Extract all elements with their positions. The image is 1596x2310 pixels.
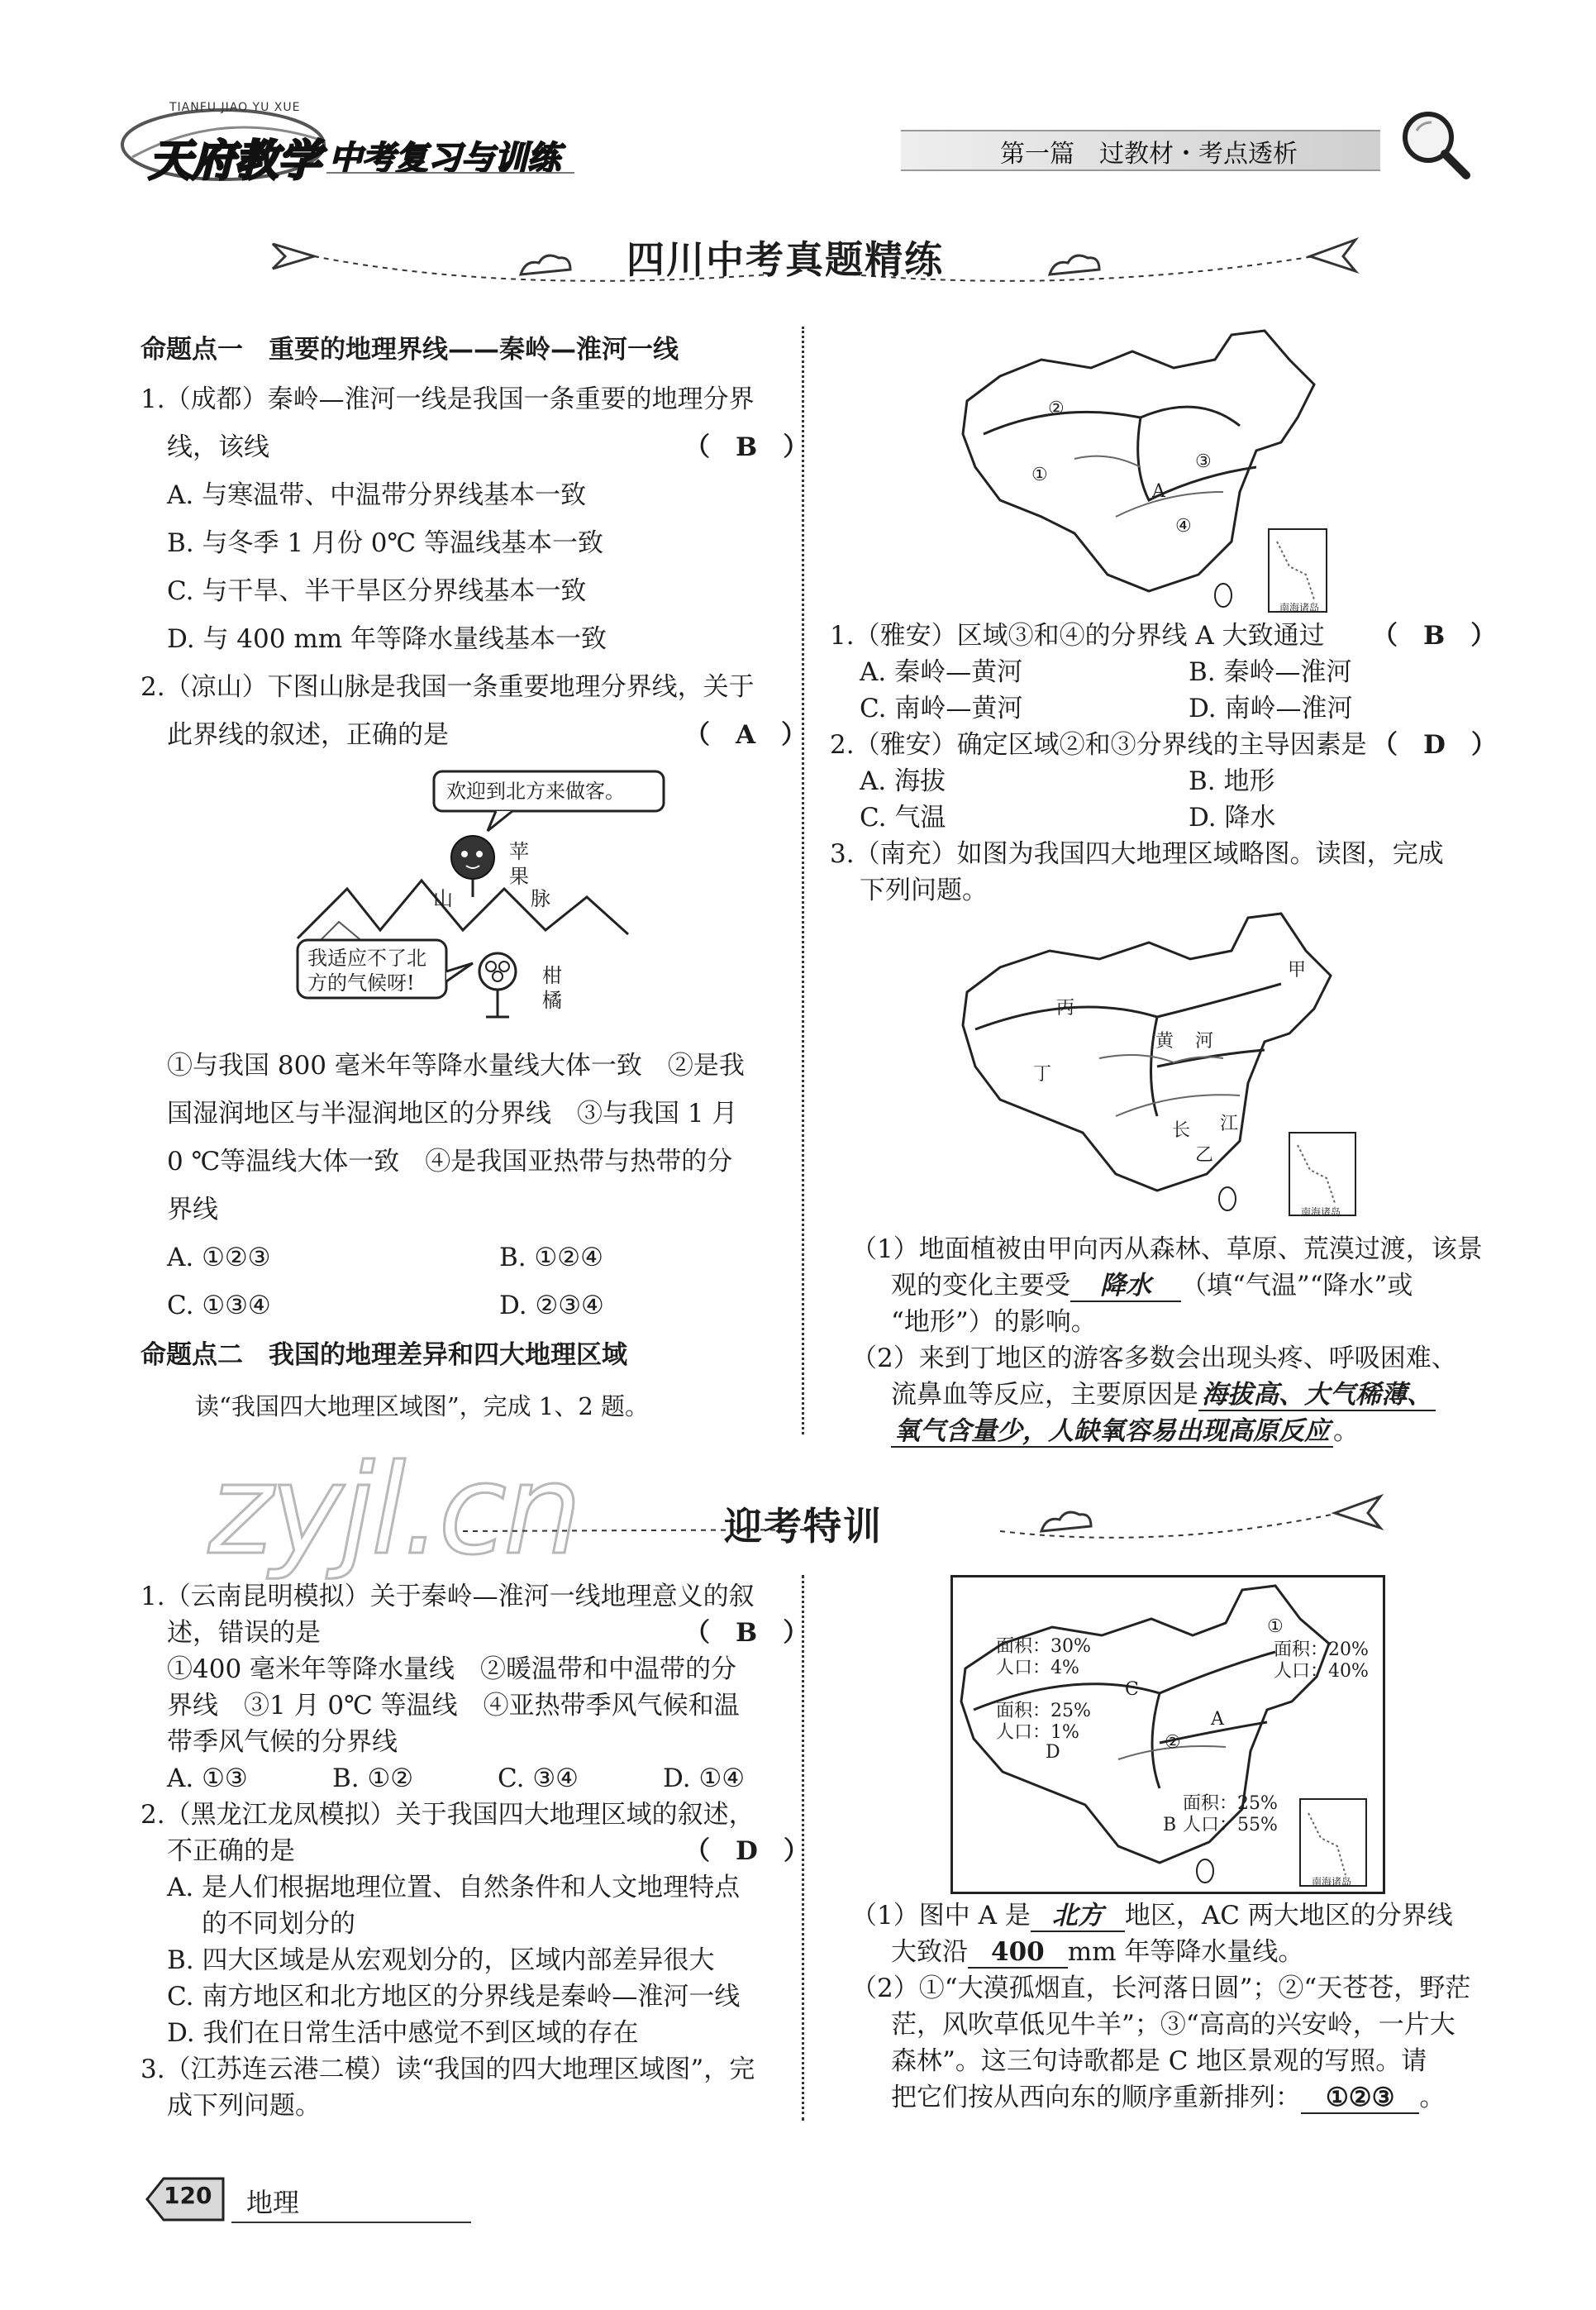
map1-label-4: ④ (1175, 516, 1192, 537)
rq3-p2-line3 (891, 1414, 1359, 1449)
rq3-p1-text-a: 观的变化主要受 (891, 1271, 1070, 1301)
q2-option-c: C. ①③④ (167, 1291, 271, 1320)
topic1-heading: 命题点一 重要的地理界线——秦岭—淮河一线 (141, 335, 679, 365)
map2-label-ding: 丁 (1033, 1064, 1052, 1085)
mountain-label-1: 山 (433, 887, 453, 910)
q1-option-c: C. 与干旱、半干旱区分界线基本一致 (167, 576, 587, 606)
rq1-stem: 1.（雅安）区域③和④的分界线 A 大致通过 (830, 621, 1325, 651)
cartoon-top-speech: 欢迎到北方来做客。 (446, 780, 625, 803)
series-title: 中考复习与训练 (329, 140, 560, 178)
s2-p2-end: 。 (1419, 2083, 1446, 2112)
logo-pinyin: TIANFU JIAO YU XUE (169, 101, 301, 114)
s2-q1-body-line2: 界线 ③1 月 0℃ 等温线 ④亚热带季风气候和温 (167, 1691, 740, 1721)
map3-label-1: ① (1267, 1616, 1284, 1637)
s2-q1-answer: （ B ） (684, 1618, 809, 1648)
map2-label-chang: 长 (1172, 1120, 1191, 1141)
s2-p2-text: 把它们按从西向东的顺序重新排列： (891, 2083, 1301, 2112)
section2-title: 迎考特训 (724, 1504, 883, 1549)
page-header (0, 0, 1596, 198)
map2-inset-caption: 南海诸岛 (1301, 1206, 1341, 1218)
rq2-stem: 2.（雅安）确定区域②和③分界线的主导因素是 (830, 730, 1367, 760)
s2-q3-stem-line2: 成下列问题。 (167, 2091, 321, 2121)
map3-d-pop: 人口：1% (996, 1722, 1079, 1743)
magnifier-icon (1397, 106, 1473, 182)
q2-body-line4: 界线 (167, 1195, 218, 1224)
map2-label-jia: 甲 (1288, 960, 1307, 981)
column-divider-bottom (802, 1575, 804, 2121)
q1-option-a: A. 与寒温带、中温带分界线基本一致 (167, 480, 587, 510)
s2-p1-text-a: （1）图中 A 是 (851, 1901, 1031, 1931)
section2-title-decoration (463, 1480, 1389, 1554)
rq2-option-c: C. 气温 (860, 803, 946, 833)
rq3-p1-answer: 降水 (1070, 1271, 1181, 1302)
map3-label-c: C (1125, 1679, 1139, 1700)
rq3-p1-line2 (891, 1268, 1413, 1303)
s2-p1-text-c: 大致沿 (891, 1937, 968, 1967)
s2-q1-stem-line1: 1.（云南昆明模拟）关于秦岭—淮河一线地理意义的叙 (141, 1582, 755, 1611)
q2-body-line2: 国湿润地区与半湿润地区的分界线 ③与我国 1 月 (167, 1099, 738, 1129)
rq1-option-c: C. 南岭—黄河 (860, 694, 1023, 723)
map3-b-pop: 人口：55% (1183, 1815, 1278, 1835)
mountain-label-2: 脉 (531, 887, 550, 910)
map3-c-area: 面积：30% (996, 1636, 1091, 1657)
q2-answer: （ A ） (684, 720, 808, 750)
cartoon-bottom-speech-line1: 我适应不了北 (307, 947, 426, 970)
s2-q1-body-line3: 带季风气候的分界线 (167, 1727, 398, 1757)
map3-label-b: B (1163, 1815, 1177, 1835)
s2-q2-stem-line2: 不正确的是 (167, 1836, 295, 1866)
rq3-p1-line3: “地形”）的影响。 (891, 1307, 1097, 1337)
s2-q2-stem-line1: 2.（黑龙江龙凤模拟）关于我国四大地理区域的叙述， (141, 1800, 755, 1830)
s2-p1-line1 (851, 1898, 1453, 1933)
s2-q1-body-line1: ①400 毫米年等降水量线 ②暖温带和中温带的分 (167, 1654, 737, 1684)
rq2-option-d: D. 降水 (1189, 803, 1276, 833)
rq3-p2-line2 (891, 1377, 1436, 1412)
q2-option-a: A. ①②③ (167, 1243, 271, 1272)
map3-c-pop: 人口：4% (996, 1658, 1079, 1678)
map2-label-yi: 乙 (1195, 1145, 1214, 1166)
rq3-p2-answer-line1: 海拔高、大气稀薄、 (1198, 1380, 1436, 1411)
section1-title: 四川中考真题精练 (626, 237, 944, 282)
rq1-option-b: B. 秦岭—淮河 (1189, 657, 1352, 687)
q2-body-line3: 0 ℃等温线大体一致 ④是我国亚热带与热带的分 (167, 1147, 733, 1176)
s2-q3-stem-line1: 3.（江苏连云港二模）读“我国的四大地理区域图”，完 (141, 2055, 755, 2084)
q2-option-b: B. ①②④ (499, 1243, 603, 1272)
s2-q2-option-a-line1: A. 是人们根据地理位置、自然条件和人文地理特点 (167, 1873, 741, 1902)
map1-label-1: ① (1031, 465, 1048, 485)
rq2-option-a: A. 海拔 (860, 766, 946, 796)
s2-q2-option-c: C. 南方地区和北方地区的分界线是秦岭—淮河一线 (167, 1982, 741, 2012)
q1-option-b: B. 与冬季 1 月份 0℃ 等温线基本一致 (167, 528, 604, 558)
map1-label-a: A (1152, 481, 1165, 502)
s2-p2-line1: （2）①“大漠孤烟直，长河落日圆”；②“天苍苍，野茫 (851, 1974, 1471, 2003)
logo-text: 天府教学 (149, 136, 322, 186)
rq1-option-a: A. 秦岭—黄河 (860, 657, 1023, 687)
q1-option-d: D. 与 400 mm 年等降水量线基本一致 (167, 624, 607, 654)
apple-label: 苹果 (509, 840, 529, 888)
rq3-stem-line1: 3.（南充）如图为我国四大地理区域略图。读图，完成 (830, 839, 1444, 869)
s2-p2-line2: 茫，风吹草低见牛羊”；③“高高的兴安岭，一片大 (891, 2010, 1455, 2040)
map2-label-huang: 黄 (1155, 1031, 1174, 1052)
rq3-stem-line2: 下列问题。 (860, 876, 988, 905)
map1-label-3: ③ (1195, 451, 1212, 472)
map-four-regions-3 (950, 1575, 1385, 1894)
s2-p1-text-b: 地区，AC 两大地区的分界线 (1124, 1901, 1453, 1931)
map2-label-he: 河 (1195, 1031, 1214, 1052)
page-number: 120 (164, 2182, 212, 2209)
watermark-text: zyjl.cn (208, 1439, 579, 1582)
s2-p1-answer-2: 400 (968, 1937, 1068, 1969)
map-four-regions-1 (950, 327, 1347, 624)
s2-p2-answer: ①②③ (1301, 2083, 1419, 2114)
q2-option-d: D. ②③④ (499, 1291, 604, 1320)
q1-stem-line2: 线，该线 (167, 432, 269, 462)
s2-p1-line2 (891, 1935, 1303, 1969)
s2-p1-text-d: mm 年等降水量线。 (1067, 1937, 1304, 1967)
q2-stem-line2: 此界线的叙述，正确的是 (167, 720, 449, 750)
s2-q2-answer: （ D ） (684, 1836, 809, 1866)
map3-a-area: 面积：20% (1274, 1639, 1369, 1660)
map2-label-jiang: 江 (1220, 1114, 1239, 1134)
china-outline-map-1 (950, 327, 1347, 624)
rq3-p1-line1: （1）地面植被由甲向丙从森林、草原、荒漠过渡，该景 (851, 1234, 1483, 1264)
china-outline-map-2 (950, 909, 1380, 1224)
map1-inset-caption: 南海诸岛 (1279, 602, 1320, 613)
q1-stem-line1: 1.（成都）秦岭—淮河一线是我国一条重要的地理分界 (141, 384, 755, 414)
rq3-p2-line1: （2）来到丁地区的游客多数会出现头疼、呼吸困难、 (851, 1344, 1457, 1373)
s2-p2-line4 (891, 2080, 1445, 2115)
s2-q1-option-b: B. ①② (332, 1764, 414, 1793)
map3-label-2: ② (1165, 1732, 1181, 1753)
s2-q2-option-b: B. 四大区域是从宏观划分的，区域内部差异很大 (167, 1945, 715, 1975)
topic2-intro: 读“我国四大地理区域图”，完成 1、2 题。 (195, 1392, 649, 1420)
q2-stem-line1: 2.（凉山）下图山脉是我国一条重要地理分界线，关于 (141, 672, 755, 702)
s2-q2-option-a-line2: 的不同划分的 (202, 1909, 355, 1939)
s2-q1-option-d: D. ①④ (663, 1764, 746, 1793)
map3-d-area: 面积：25% (996, 1701, 1091, 1721)
q1-answer: （ B ） (684, 432, 809, 462)
q2-body-line1: ①与我国 800 毫米年等降水量线大体一致 ②是我 (167, 1051, 745, 1081)
rq3-p2-answer-line2: 氧气含量少，人缺氧容易出现高原反应 (891, 1416, 1333, 1448)
s2-q1-option-c: C. ③④ (498, 1764, 579, 1793)
s2-q2-option-d: D. 我们在日常生活中感觉不到区域的存在 (167, 2018, 639, 2048)
s2-q1-stem-line2: 述，错误的是 (167, 1618, 321, 1648)
s2-p2-line3: 森林”。这三句诗歌都是 C 地区景观的写照。请 (891, 2046, 1427, 2076)
s2-p1-answer-1: 北方 (1031, 1901, 1125, 1932)
map3-label-a: A (1211, 1709, 1224, 1730)
map3-label-d: D (1046, 1742, 1060, 1763)
map3-b-area: 面积：25% (1183, 1793, 1278, 1814)
map-four-regions-2 (950, 909, 1380, 1224)
rq1-answer: （ B ） (1372, 621, 1497, 651)
map2-label-bing: 丙 (1056, 998, 1075, 1019)
q2-cartoon (281, 765, 678, 1029)
map3-a-pop: 人口：40% (1274, 1661, 1369, 1682)
rq1-option-d: D. 南岭—淮河 (1189, 694, 1353, 723)
cartoon-bottom-speech-line2: 方的气候呀! (307, 971, 415, 995)
rq3-p2-text: 流鼻血等反应，主要原因是 (891, 1380, 1198, 1410)
column-divider-top (802, 327, 804, 1434)
page-footer (141, 2170, 405, 2228)
map1-label-2: ② (1048, 399, 1065, 419)
rq3-p1-text-b: （填“气温”“降水”或 (1181, 1271, 1413, 1301)
topic2-heading: 命题点二 我国的地理差异和四大地理区域 (141, 1340, 627, 1370)
chapter-label: 第一篇 过教材・考点透析 (1000, 140, 1298, 169)
rq2-answer: （ D ） (1372, 730, 1497, 760)
subject-label: 地理 (246, 2187, 300, 2218)
footer-rule (231, 2222, 471, 2223)
orange-label: 柑橘 (542, 964, 562, 1012)
header-rule (326, 172, 574, 174)
map3-inset-caption: 南海诸岛 (1312, 1876, 1352, 1888)
s2-q1-option-a: A. ①③ (167, 1764, 248, 1793)
rq3-p2-end: 。 (1333, 1416, 1359, 1446)
rq2-option-b: B. 地形 (1189, 766, 1275, 796)
